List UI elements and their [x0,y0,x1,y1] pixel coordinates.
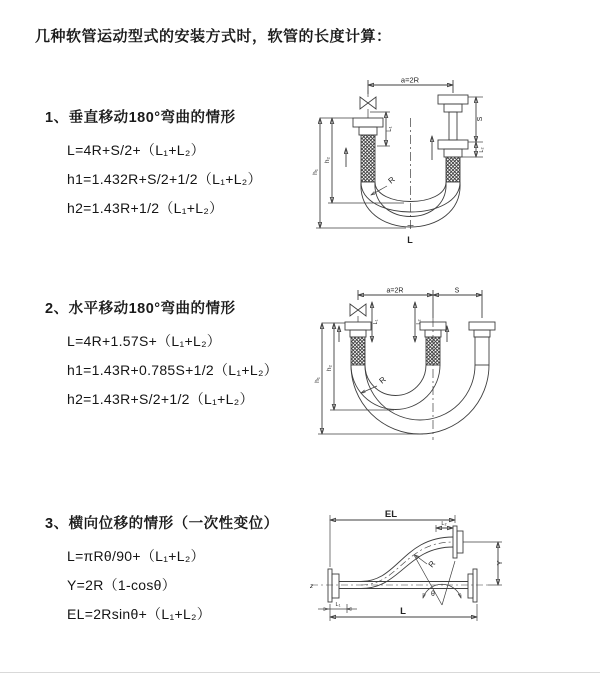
dim-label-h2: h₂ [326,364,333,372]
section-lateral-displacement [45,512,279,629]
flange [444,104,462,112]
flange [453,526,457,558]
formula-line: h1=1.432R+S/2+1/2（L₁+L₂） [67,171,262,187]
valve-icon [350,304,366,322]
formula-line: EL=2Rsinθ+（L₁+L₂） [67,606,212,622]
flange [444,149,462,157]
dim-label-radius: R [426,559,438,570]
left-pipe-assembly [339,322,371,365]
page-bottom-edge [0,672,600,673]
dimension-span [358,288,482,319]
dim-label-el: EL [384,509,398,520]
dim-label-l2: L₂ [441,521,447,527]
formula-line: h2=1.43R+S/2+1/2（L₁+L₂） [67,391,254,407]
radius-callout [361,375,388,393]
dim-label-span: a=2R [400,75,420,85]
diagram-horizontal-180-bend [306,282,591,457]
dim-label-length: L [400,606,406,617]
dim-label-l1: L₁ [373,319,379,325]
flange [473,569,477,602]
flange [350,330,366,337]
dimension-el [330,509,455,570]
page-title: 几种软管运动型式的安装方式时，软管的长度计算： [35,28,392,45]
dimension-span [368,76,453,95]
left-flange-assembly [328,569,339,602]
flange [353,118,383,127]
middle-pipe-assembly [420,322,447,365]
dimension-l1 [372,302,379,342]
section-horizontal-movement [45,297,278,414]
hose-mesh [351,337,365,365]
left-pipe-assembly [346,118,383,182]
dimension-l2 [415,302,422,342]
hose-mesh [446,157,460,182]
straight-pipe-original-position [339,569,477,602]
dimension-l [330,604,477,621]
hose-u-bends [351,365,489,434]
formula-line: L=4R+S/2+（L₁+L₂） [67,142,205,158]
dim-label-h1: h₁ [314,377,321,383]
pipe [449,112,457,140]
section-heading: 3、横向位移的情形（一次性变位） [45,516,279,532]
dimension-l1 [318,602,357,613]
displaced-hose-s-curve [361,526,463,589]
right-pipe-assembly [432,95,468,182]
flange [457,531,463,553]
dimension-y [463,542,504,585]
angle-callout [414,555,461,605]
flange [359,127,377,135]
dim-label-y: Y [495,560,504,566]
section-vertical-movement [45,106,262,223]
dim-label-l2: L₂ [479,147,485,153]
dim-label-stroke: S [477,116,484,122]
dim-label-stroke: S [454,287,460,295]
dim-label-l1: L₁ [387,126,393,132]
shifted-pipe-assembly [469,322,495,365]
flange [468,574,473,598]
dim-label-radius: R [386,174,397,186]
dim-label-h1: h₁ [312,169,319,175]
hose-mesh [361,135,375,182]
dim-label-h2: h₂ [324,156,331,164]
section-heading: 2、水平移动180°弯曲的情形 [45,301,236,317]
dim-label-length: L [407,235,413,245]
dimension-h2 [326,323,394,410]
section-heading: 1、垂直移动180°弯曲的情形 [45,110,236,126]
flange [438,95,468,104]
flange [474,330,490,337]
centerline-symbol: z [310,583,314,590]
dim-label-l1: L₁ [335,602,341,608]
flange [328,569,332,602]
formula-line: L=πRθ/90+（L₁+L₂） [67,548,205,564]
valve-icon [360,90,376,118]
flange [438,140,468,149]
diagram-vertical-180-bend [306,72,591,257]
flange [345,322,371,330]
formula-line: h2=1.43R+1/2（L₁+L₂） [67,200,224,216]
dimension-l2 [436,521,453,532]
formula-line: h1=1.43R+0.785S+1/2（L₁+L₂） [67,362,278,378]
hose [475,337,489,365]
dim-label-radius: R [377,374,388,386]
flange [332,574,339,598]
formula-line: L=4R+1.57S+（L₁+L₂） [67,333,222,349]
flange [469,322,495,330]
dim-label-l2: L₂ [416,319,422,325]
dim-label-theta: θ [431,591,435,598]
dim-label-span: a=2R [386,287,404,295]
diagram-lateral-displacement [303,505,593,665]
dimension-stroke [462,97,485,157]
formula-line: Y=2R（1-cosθ） [67,577,177,593]
